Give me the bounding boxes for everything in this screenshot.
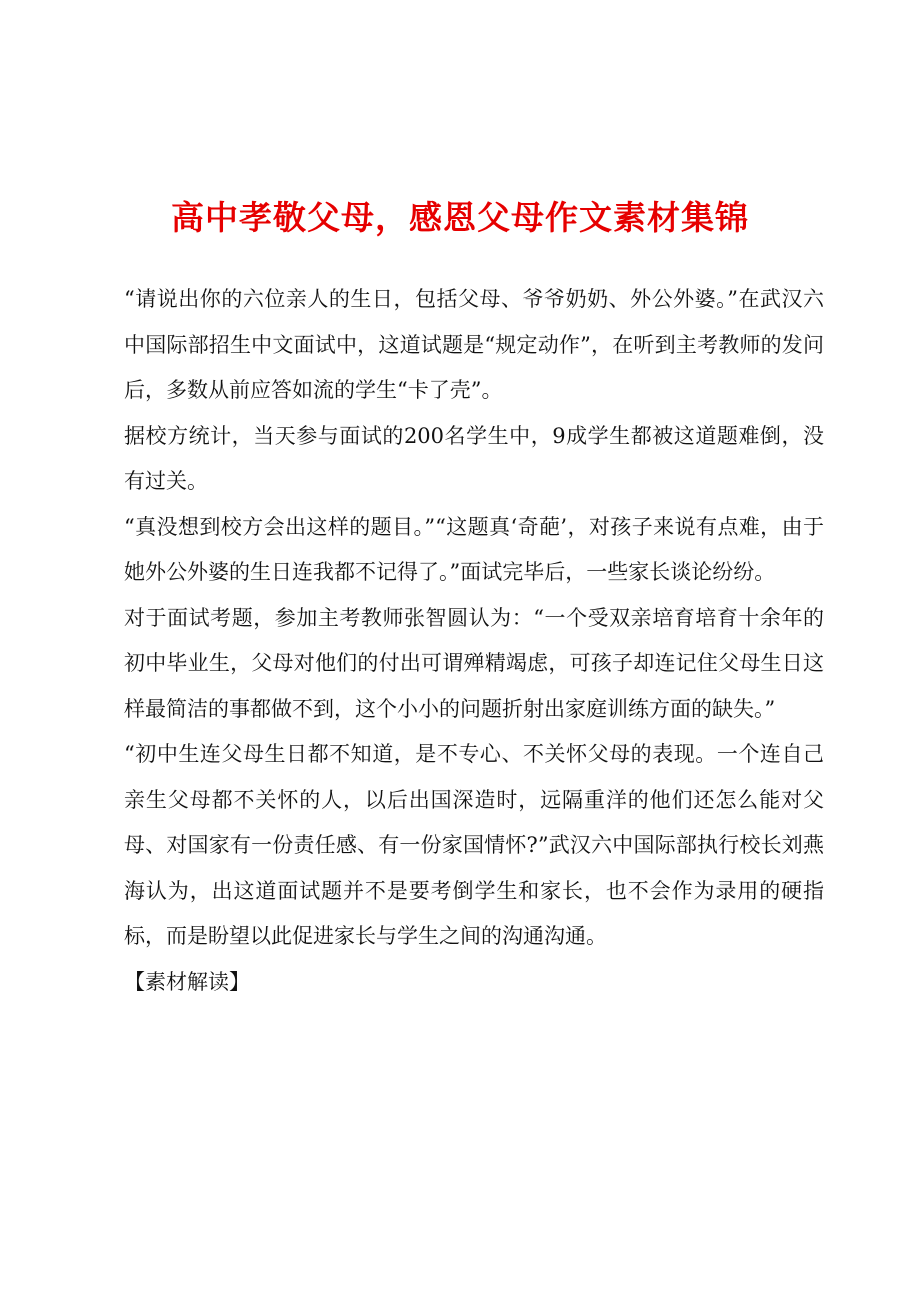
paragraph-4: 对于面试考题，参加主考教师张智圆认为：“一个受双亲培育培育十余年的初中毕业生，父母对他们的付出可谓殚精竭虑，可孩子却连记住父母生日这样最简洁的事都做不到，这个小小的问题折射出家庭训练方面的缺失。” <box>124 605 824 721</box>
paragraph-5: “初中生连父母生日都不知道，是不专心、不关怀父母的表现。一个连自己亲生父母都不关怀的人，以后出国深造时，远隔重洋的他们还怎么能对父母、对国家有一份责任感、有一份家国情怀?”武汉六中国际部执行校长刘燕海认为，出这道面试题并不是要考倒学生和家长，也不会作为录用的硬指标，而是盼望以此促进家长与学生之间的沟通沟通。 <box>124 742 824 948</box>
document-title: 高中孝敬父母，感恩父母作文素材集锦 <box>171 198 749 237</box>
paragraph-2: 据校方统计，当天参与面试的200名学生中，9成学生都被这道题难倒，没有过关。 <box>124 423 824 493</box>
document-body <box>124 277 824 1005</box>
paragraph-3: “真没想到校方会出这样的题目。”“这题真‘奇葩’，对孩子来说有点难，由于她外公外婆的生日连我都不记得了。”面试完毕后，一些家长谈论纷纷。 <box>124 514 824 584</box>
section-heading: 【素材解读】 <box>124 969 250 994</box>
paragraph-1: “请说出你的六位亲人的生日，包括父母、爷爷奶奶、外公外婆。”在武汉六中国际部招生中文面试中，这道试题是“规定动作”，在听到主考教师的发问后，多数从前应答如流的学生“卡了壳”。 <box>124 287 824 402</box>
